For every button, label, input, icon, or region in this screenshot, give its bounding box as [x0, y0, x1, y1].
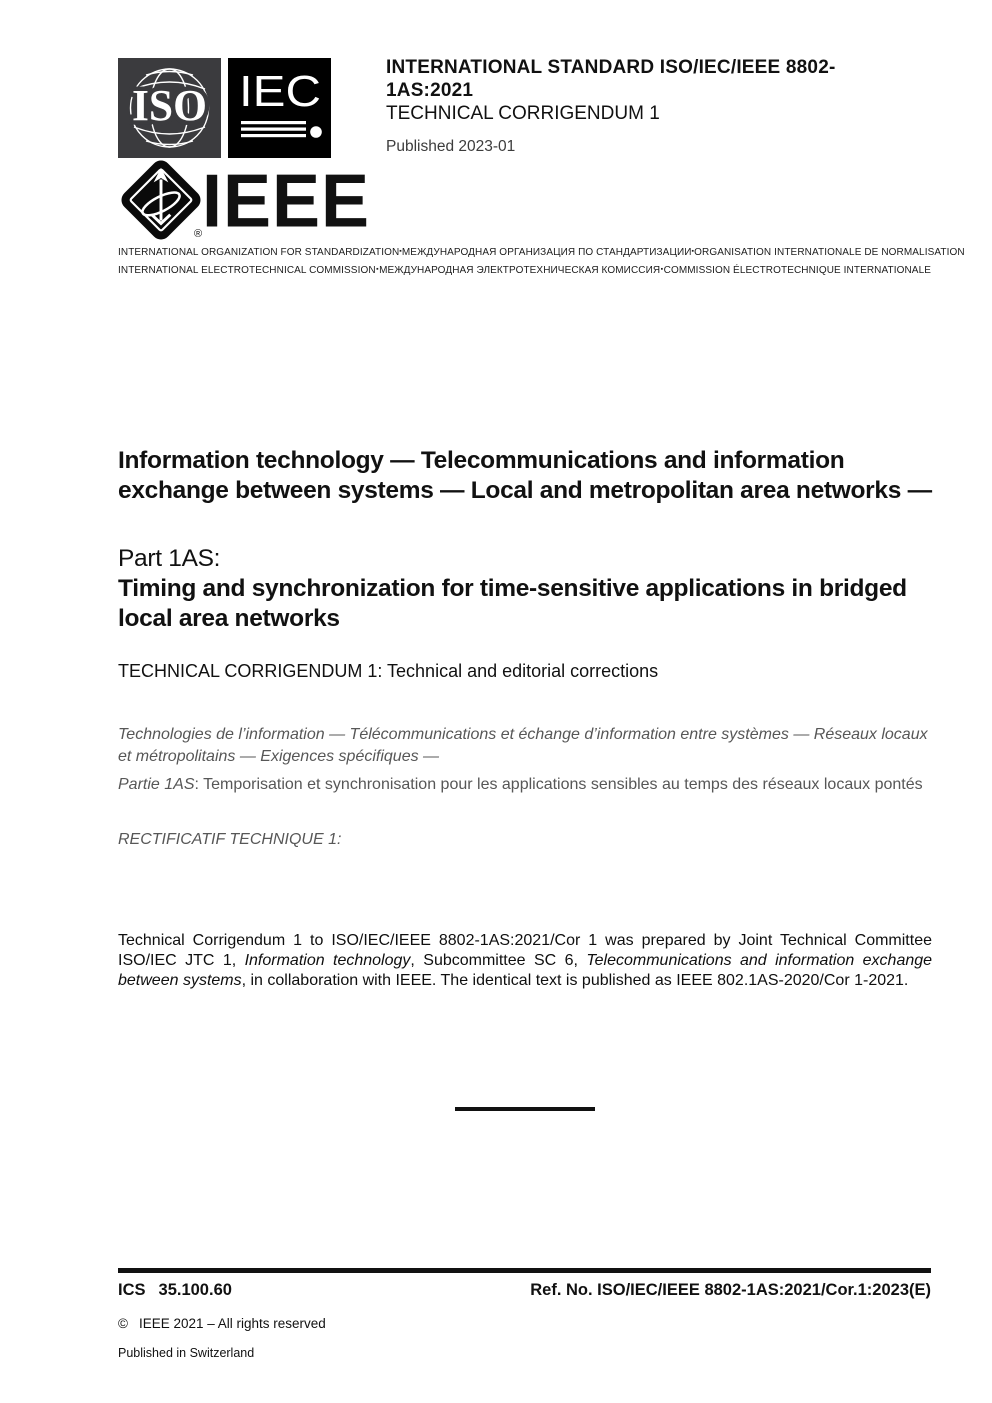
iso-globe-icon [118, 58, 221, 158]
french-part-label: Partie 1AS [118, 776, 195, 793]
copyright-symbol: © [118, 1316, 128, 1331]
footer-rule [118, 1268, 931, 1273]
paragraph-italic-text: Telecommunications and information exchange between systems [118, 952, 933, 990]
ieee-wordmark: IEEE [202, 160, 371, 244]
iec-logo [228, 58, 331, 158]
part-title-block [118, 544, 938, 634]
org-names-row-2 [118, 262, 931, 280]
iso-logo [118, 58, 221, 158]
corrigendum-subject: TECHNICAL CORRIGENDUM 1: Technical and editorial corrections [118, 661, 659, 681]
organization-names [118, 244, 965, 280]
ics-code [118, 1281, 232, 1300]
section-divider-rule [455, 1107, 595, 1111]
part-title: Timing and synchronization for time-sensitive applications in bridged local area networks [118, 575, 907, 632]
published-date: Published 2023-01 [386, 138, 516, 155]
iso-logo-text: ISO [132, 81, 207, 130]
copyright-text: IEEE 2021 – All rights reserved [138, 1316, 326, 1331]
french-part-text: : Temporisation et synchronisation pour les applications sensibles au temps des réseaux locaux pontés [194, 776, 923, 793]
rectificatif-heading: RECTIFICATIF TECHNIQUE 1: [118, 831, 342, 848]
paragraph-text: , Subcommittee SC 6, [410, 952, 587, 970]
ieee-kite-icon [117, 156, 205, 244]
document-title: Information technology — Telecommunications and information exchange between systems — Local and metropolitan area networks — [118, 447, 932, 504]
org-name: INTERNATIONAL ELECTROTECHNICAL COMMISSION [118, 265, 376, 276]
org-name: COMMISSION ÉLECTROTECHNIQUE INTERNATIONALE [663, 265, 931, 276]
french-title: Technologies de l’information — Télécommunications et échange d’information entre systèmes — Réseaux locaux et métropolitains — Exigences spécifiques — [118, 726, 928, 765]
corrigendum-heading: TECHNICAL CORRIGENDUM 1 [386, 103, 660, 124]
registered-trademark-symbol: ® [194, 228, 203, 240]
ics-label: ICS [118, 1281, 146, 1299]
part-label: Part 1AS: [118, 545, 221, 572]
bullet-separator-icon: ▪ [399, 248, 402, 255]
org-name: ORGANISATION INTERNATIONALE DE NORMALISATION [694, 247, 965, 258]
paragraph-text: , in collaboration with IEEE. The identical text is published as IEEE 802.1AS-2020/Cor 1-2021. [241, 972, 909, 990]
org-name: МЕЖДУНАРОДНАЯ ОРГАНИЗАЦИЯ ПО СТАНДАРТИЗАЦИИ [401, 247, 692, 258]
copyright-notice [118, 1316, 326, 1331]
bullet-separator-icon: ▪ [691, 248, 695, 255]
footer-reference-row [118, 1281, 931, 1300]
reference-number: Ref. No. ISO/IEC/IEEE 8802-1AS:2021/Cor.1:2023(E) [530, 1281, 931, 1299]
standard-number-title: INTERNATIONAL STANDARD ISO/IEC/IEEE 8802-1AS:2021 [386, 57, 836, 101]
french-part-title [118, 774, 934, 796]
published-in: Published in Switzerland [118, 1346, 255, 1360]
iec-logo-icon [228, 58, 331, 158]
preparation-paragraph [118, 931, 932, 992]
bullet-separator-icon: ▪ [376, 266, 379, 273]
org-name: INTERNATIONAL ORGANIZATION FOR STANDARDIZATION [118, 247, 400, 258]
ics-value: 35.100.60 [158, 1281, 232, 1299]
org-names-row-1 [118, 244, 965, 262]
bullet-separator-icon: ▪ [660, 266, 664, 273]
paragraph-text: Technical Corrigendum 1 to ISO/IEC/IEEE 8802-1AS:2021/Cor 1 was prepared by Joint Technical Committee ISO/IEC JTC 1, [118, 932, 932, 970]
org-name: МЕЖДУНАРОДНАЯ ЭЛЕКТРОТЕХНИЧЕСКАЯ КОМИССИЯ [379, 265, 661, 276]
paragraph-italic-text: Information technology [244, 952, 411, 970]
iec-logo-text: IEC [239, 67, 321, 116]
ieee-diamond-logo [117, 156, 205, 244]
header-text-block [386, 56, 898, 156]
